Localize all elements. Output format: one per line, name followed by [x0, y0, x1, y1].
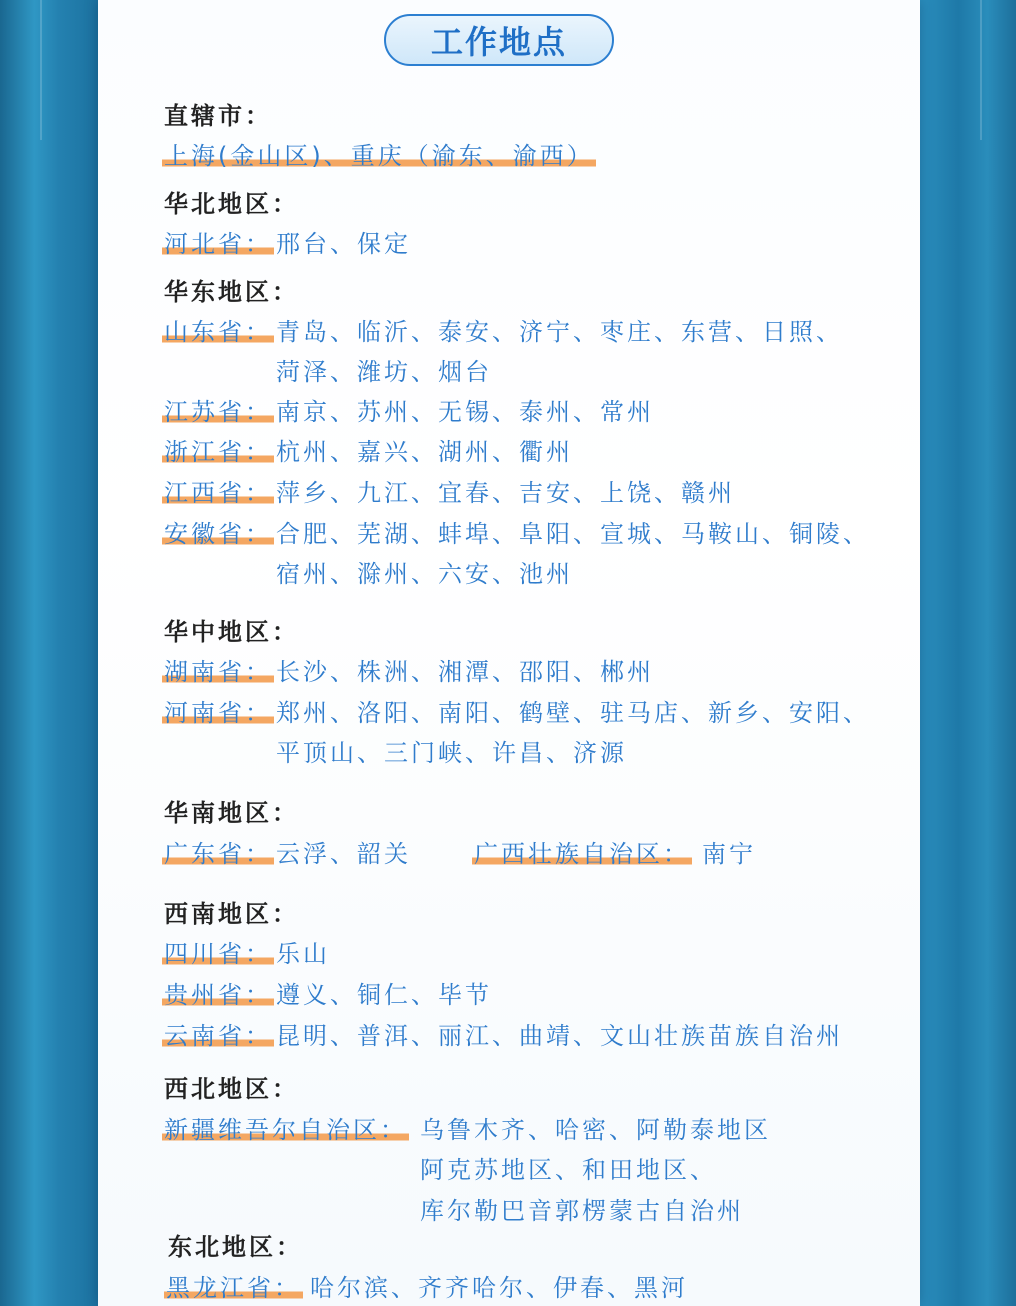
region-row [162, 1114, 409, 1146]
region-heading: 东北地区： [168, 1233, 303, 1261]
region-row [162, 838, 274, 870]
region-row [472, 838, 692, 870]
city-list: 阿克苏地区、和田地区、 [420, 1156, 717, 1184]
city-list: 云浮、韶关 [276, 840, 411, 868]
city-list: 菏泽、潍坊、烟台 [276, 358, 492, 386]
region-row [162, 396, 274, 428]
province-label: 上海(金山区)、重庆（渝东、渝西） [164, 142, 594, 170]
region-row [162, 979, 274, 1011]
region-heading: 西南地区： [164, 900, 299, 928]
city-list: 南京、苏州、无锡、泰州、常州 [276, 398, 654, 426]
city-list: 南宁 [702, 840, 756, 868]
page-title: 工作地点 [430, 23, 567, 61]
region-heading: 华东地区： [164, 278, 299, 306]
city-list: 长沙、株洲、湘潭、邵阳、郴州 [276, 658, 654, 686]
province-label: 广东省： [164, 840, 272, 868]
title-badge [384, 14, 614, 66]
region-heading: 华南地区： [164, 799, 299, 827]
province-label: 河北省： [164, 230, 272, 258]
province-label: 江苏省： [164, 398, 272, 426]
city-list: 遵义、铜仁、毕节 [276, 981, 492, 1009]
city-list: 乐山 [276, 940, 330, 968]
region-row [162, 697, 274, 729]
province-label: 贵州省： [164, 981, 272, 1009]
region-row [162, 477, 274, 509]
left-border-decoration [0, 0, 98, 1306]
city-list: 昆明、普洱、丽江、曲靖、文山壮族苗族自治州 [276, 1022, 843, 1050]
right-border-decoration [920, 0, 1016, 1306]
province-label: 新疆维吾尔自治区： [164, 1116, 407, 1144]
content-panel [98, 0, 920, 1306]
city-list: 库尔勒巴音郭楞蒙古自治州 [420, 1197, 744, 1225]
city-list: 宿州、滁州、六安、池州 [276, 560, 573, 588]
region-row [162, 656, 274, 688]
province-label: 河南省： [164, 699, 272, 727]
province-label: 安徽省： [164, 520, 272, 548]
region-row [162, 436, 274, 468]
region-row [162, 518, 274, 550]
province-label: 广西壮族自治区： [474, 840, 690, 868]
city-list: 邢台、保定 [276, 230, 411, 258]
province-label: 湖南省： [164, 658, 272, 686]
city-list: 杭州、嘉兴、湖州、衢州 [276, 438, 573, 466]
province-label: 四川省： [164, 940, 272, 968]
city-list: 哈尔滨、齐齐哈尔、伊春、黑河 [310, 1274, 688, 1302]
region-row [162, 316, 274, 348]
region-row [162, 140, 596, 172]
region-row [162, 938, 274, 970]
province-label: 云南省： [164, 1022, 272, 1050]
region-row [162, 1020, 274, 1052]
region-heading: 直辖市： [164, 102, 272, 130]
city-list: 青岛、临沂、泰安、济宁、枣庄、东营、日照、 [276, 318, 843, 346]
city-list: 乌鲁木齐、哈密、阿勒泰地区 [420, 1116, 771, 1144]
region-row [164, 1272, 303, 1304]
city-list: 萍乡、九江、宜春、吉安、上饶、赣州 [276, 479, 735, 507]
province-label: 浙江省： [164, 438, 272, 466]
region-heading: 西北地区： [164, 1075, 299, 1103]
province-label: 江西省： [164, 479, 272, 507]
region-heading: 华中地区： [164, 618, 299, 646]
city-list: 郑州、洛阳、南阳、鹤壁、驻马店、新乡、安阳、 [276, 699, 870, 727]
province-label: 山东省： [164, 318, 272, 346]
province-label: 黑龙江省： [166, 1274, 301, 1302]
city-list: 平顶山、三门峡、许昌、济源 [276, 739, 627, 767]
region-heading: 华北地区： [164, 190, 299, 218]
region-row [162, 228, 274, 260]
city-list: 合肥、芜湖、蚌埠、阜阳、宣城、马鞍山、铜陵、 [276, 520, 870, 548]
